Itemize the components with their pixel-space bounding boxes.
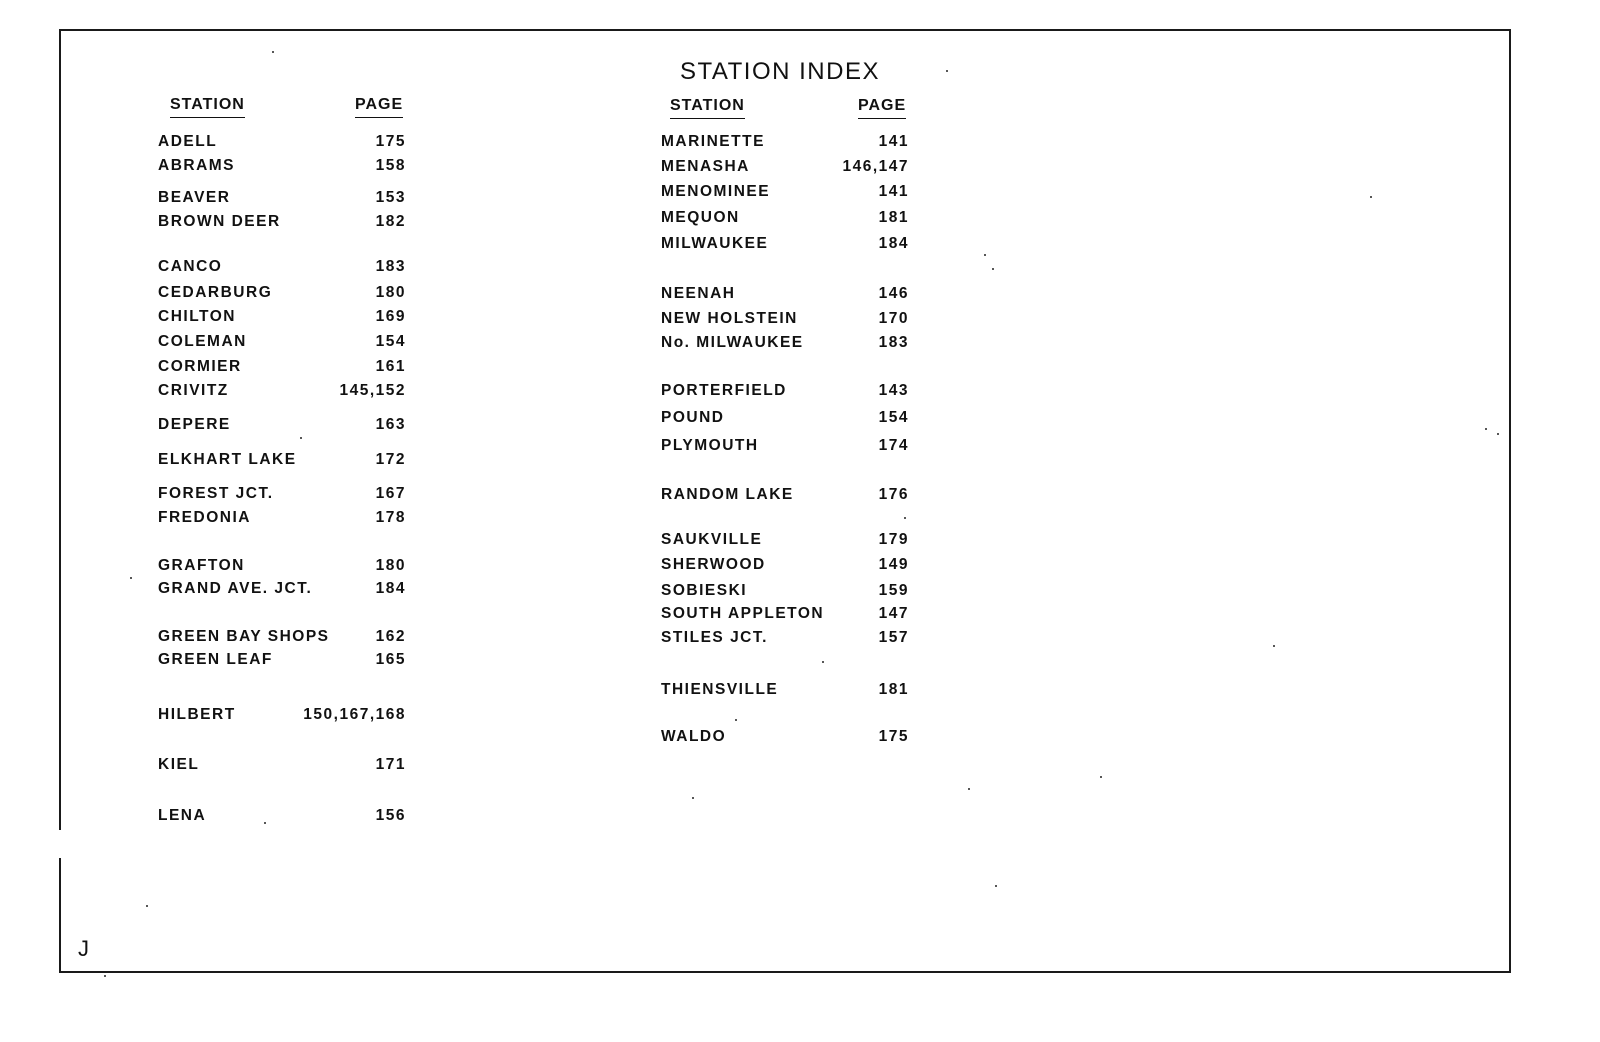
station-name: ADELL [158,133,218,150]
station-name: SOUTH APPLETON [661,605,825,622]
station-page: 183 [375,258,406,275]
speck [272,51,274,53]
station-name: WALDO [661,728,727,745]
right-page-header: PAGE [858,97,906,119]
station-name: No. MILWAUKEE [661,334,804,351]
station-page: 181 [878,209,909,226]
station-page: 176 [878,486,909,503]
station-page: 174 [878,437,909,454]
station-name: GRAND AVE. JCT. [158,580,313,597]
speck [1497,433,1499,435]
station-name: SAUKVILLE [661,531,763,548]
station-page: 165 [375,651,406,668]
station-page: 150,167,168 [303,706,406,723]
station-name: NEENAH [661,285,736,302]
station-page: 163 [375,416,406,433]
station-page: 170 [878,310,909,327]
station-page: 153 [375,189,406,206]
station-page: 156 [375,807,406,824]
station-name: PLYMOUTH [661,437,759,454]
station-name: MENOMINEE [661,183,771,200]
left-page-header: PAGE [355,96,403,118]
station-name: PORTERFIELD [661,382,787,399]
station-page: 167 [375,485,406,502]
station-page: 157 [878,629,909,646]
station-page: 143 [878,382,909,399]
station-name: SOBIESKI [661,582,748,599]
speck [1370,196,1372,198]
station-page: 181 [878,681,909,698]
speck [264,822,266,824]
station-name: LENA [158,807,207,824]
border-gap [55,830,65,858]
station-page: 179 [878,531,909,548]
speck [104,975,106,977]
station-page: 141 [878,183,909,200]
speck [946,70,948,72]
station-page: 149 [878,556,909,573]
speck [992,268,994,270]
station-name: GREEN LEAF [158,651,273,668]
station-name: MEQUON [661,209,740,226]
speck [1273,645,1275,647]
station-name: FOREST JCT. [158,485,274,502]
station-page: 184 [878,235,909,252]
left-station-header: STATION [170,96,245,118]
station-name: CANCO [158,258,223,275]
speck [995,885,997,887]
station-page: 175 [375,133,406,150]
station-name: CHILTON [158,308,236,325]
speck [904,517,906,519]
speck [130,577,132,579]
station-page: 183 [878,334,909,351]
station-page: 145,152 [339,382,406,399]
station-page: 154 [878,409,909,426]
station-name: ELKHART LAKE [158,451,297,468]
station-name: MENASHA [661,158,750,175]
station-page: 184 [375,580,406,597]
page-title: STATION INDEX [680,58,880,85]
station-page: 178 [375,509,406,526]
station-page: 159 [878,582,909,599]
station-page: 172 [375,451,406,468]
station-name: MARINETTE [661,133,765,150]
station-name: HILBERT [158,706,236,723]
station-name: RANDOM LAKE [661,486,794,503]
station-name: DEPERE [158,416,231,433]
station-name: MILWAUKEE [661,235,769,252]
speck [735,719,737,721]
station-page: 180 [375,284,406,301]
station-name: SHERWOOD [661,556,766,573]
speck [984,254,986,256]
station-name: NEW HOLSTEIN [661,310,798,327]
station-page: 154 [375,333,406,350]
station-page: 182 [375,213,406,230]
station-page: 146,147 [842,158,909,175]
station-name: THIENSVILLE [661,681,779,698]
station-page: 175 [878,728,909,745]
speck [692,797,694,799]
station-name: GRAFTON [158,557,245,574]
station-name: POUND [661,409,725,426]
station-name: CORMIER [158,358,242,375]
station-page: 180 [375,557,406,574]
station-name: CRIVITZ [158,382,229,399]
speck [146,905,148,907]
station-name: STILES JCT. [661,629,768,646]
station-page: 171 [375,756,406,773]
station-page: 169 [375,308,406,325]
station-page: 146 [878,285,909,302]
station-page: 162 [375,628,406,645]
station-page: 147 [878,605,909,622]
right-station-header: STATION [670,97,745,119]
station-page: 158 [375,157,406,174]
station-page: 161 [375,358,406,375]
station-name: GREEN BAY SHOPS [158,628,330,645]
speck [822,661,824,663]
station-name: KIEL [158,756,200,773]
corner-mark: J [78,936,89,961]
speck [968,788,970,790]
station-name: CEDARBURG [158,284,273,301]
station-page: 141 [878,133,909,150]
speck [1485,428,1487,430]
station-name: BROWN DEER [158,213,281,230]
speck [1100,776,1102,778]
station-name: ABRAMS [158,157,236,174]
station-name: BEAVER [158,189,231,206]
station-name: FREDONIA [158,509,251,526]
speck [300,437,302,439]
station-name: COLEMAN [158,333,247,350]
